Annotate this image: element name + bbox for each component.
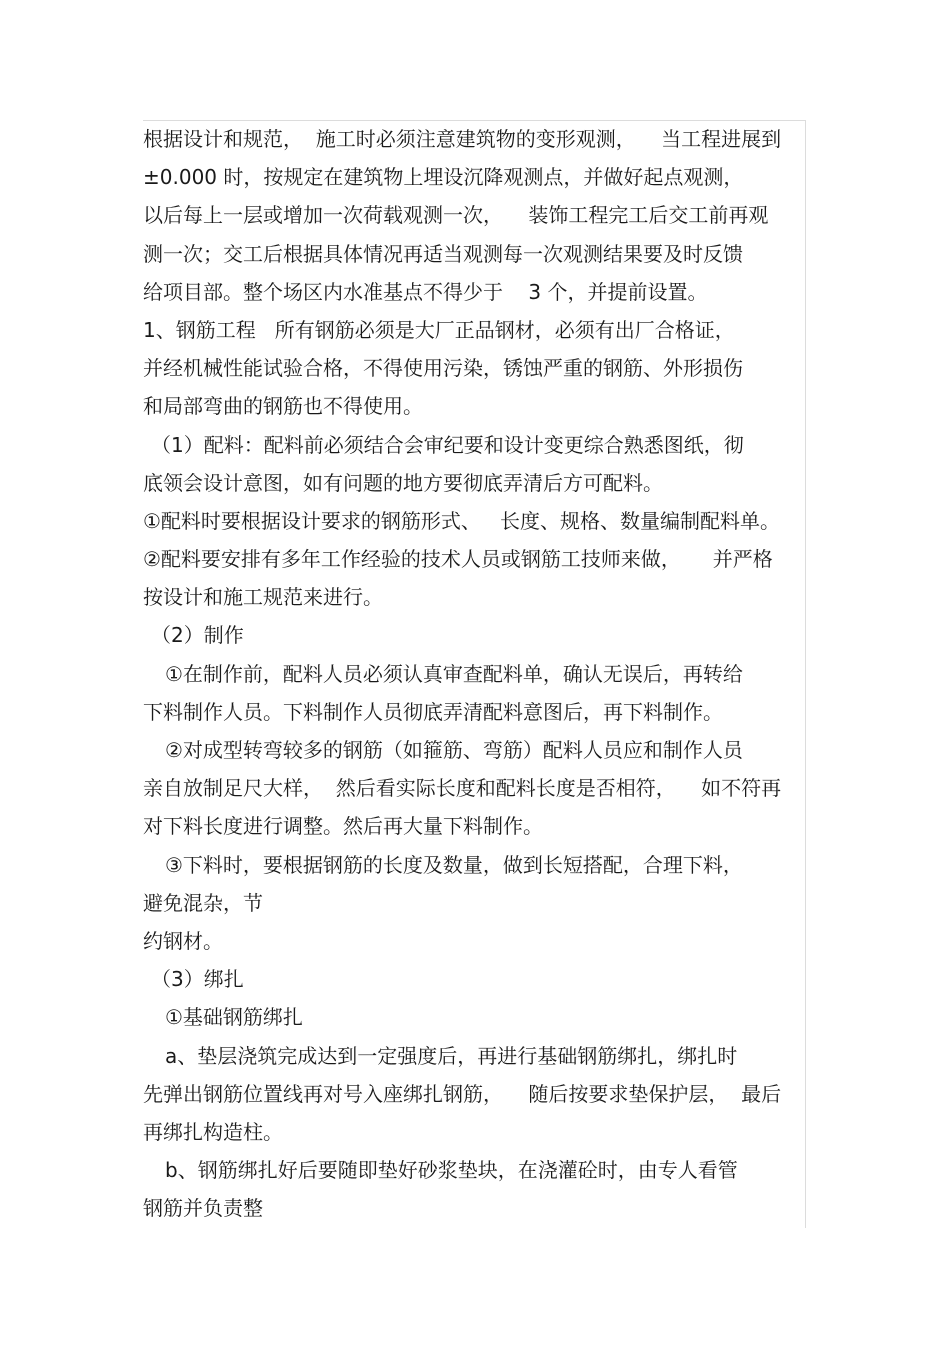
text-line: 避免混杂，节 bbox=[143, 890, 263, 915]
text-line: 根据设计和规范， 施工时必须注意建筑物的变形观测， 当工程进展到 bbox=[143, 127, 782, 151]
text-line: ①配料时要根据设计要求的钢筋形式、 长度、规格、数量编制配料单。 bbox=[143, 508, 781, 533]
text-line: 底领会设计意图，如有问题的地方要彻底弄清后方可配料。 bbox=[143, 470, 663, 495]
text-line: 下料制作人员。下料制作人员彻底弄清配料意图后，再下料制作。 bbox=[143, 699, 723, 724]
text-line: 和局部弯曲的钢筋也不得使用。 bbox=[143, 394, 423, 419]
text-line: 对下料长度进行调整。然后再大量下料制作。 bbox=[143, 814, 543, 839]
section-heading-rebar: 1、钢筋工程 所有钢筋必须是大厂正品钢材，必须有出厂合格证， bbox=[143, 317, 735, 342]
text-line: 再绑扎构造柱。 bbox=[143, 1119, 283, 1144]
text-line: 亲自放制足尺大样， 然后看实际长度和配料长度是否相符， 如不符再 bbox=[143, 776, 782, 801]
text-line: ±0.000 时，按规定在建筑物上埋设沉降观测点，并做好起点观测， bbox=[143, 165, 744, 190]
text-line: 按设计和施工规范来进行。 bbox=[143, 585, 383, 610]
text-line: a、垫层浇筑完成达到一定强度后，再进行基础钢筋绑扎，绑扎时 bbox=[165, 1043, 738, 1068]
document-body bbox=[143, 120, 823, 1227]
text-line: 测一次；交工后根据具体情况再适当观测每一次观测结果要及时反馈 bbox=[143, 241, 743, 266]
text-line: 约钢材。 bbox=[143, 928, 223, 953]
text-line: ③下料时，要根据钢筋的长度及数量，做到长短搭配，合理下料， bbox=[165, 852, 743, 877]
text-line: 钢筋并负责整 bbox=[143, 1196, 263, 1221]
text-line: ①基础钢筋绑扎 bbox=[165, 1005, 303, 1030]
text-line: 以后每上一层或增加一次荷载观测一次， 装饰工程完工后交工前再观 bbox=[143, 203, 769, 228]
text-line: 给项目部。整个场区内水准基点不得少于 3 个，并提前设置。 bbox=[143, 279, 708, 304]
text-line: 并经机械性能试验合格，不得使用污染，锈蚀严重的钢筋、外形损伤 bbox=[143, 356, 743, 381]
subsection-binding: （3）绑扎 bbox=[151, 967, 244, 992]
subsection-fabrication: （2）制作 bbox=[151, 623, 244, 648]
text-line: ①在制作前，配料人员必须认真审查配料单，确认无误后，再转给 bbox=[165, 661, 743, 686]
text-line: 先弹出钢筋位置线再对号入座绑扎钢筋， 随后按要求垫保护层， 最后 bbox=[143, 1081, 782, 1106]
subsection-batching: （1）配料：配料前必须结合会审纪要和设计变更综合熟悉图纸，彻 bbox=[151, 432, 744, 457]
text-line: ②配料要安排有多年工作经验的技术人员或钢筋工技师来做， 并严格 bbox=[143, 547, 773, 572]
text-line: b、钢筋绑扎好后要随即垫好砂浆垫块，在浇灌砼时，由专人看管 bbox=[165, 1158, 738, 1183]
text-line: ②对成型转弯较多的钢筋（如箍筋、弯筋）配料人员应和制作人员 bbox=[165, 738, 743, 762]
